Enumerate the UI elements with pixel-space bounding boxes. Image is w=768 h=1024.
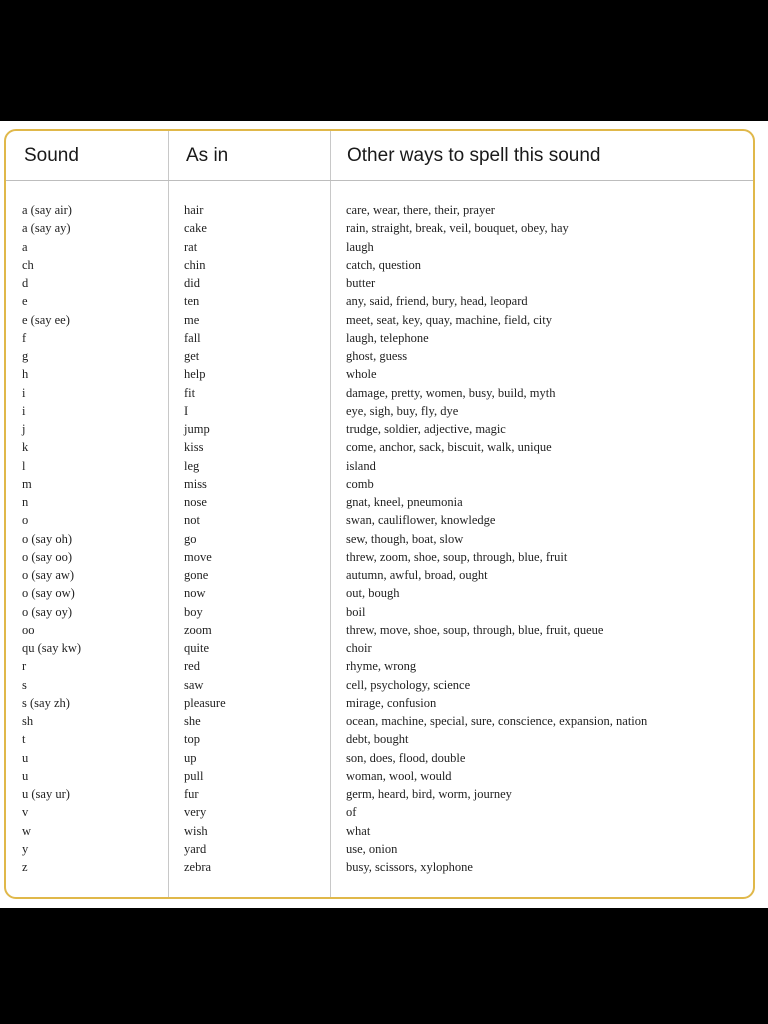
example-word-cell: yard xyxy=(184,841,207,856)
example-word-cell: miss xyxy=(184,476,207,491)
header-other-spellings: Other ways to spell this sound xyxy=(347,145,601,166)
table-header xyxy=(6,131,753,181)
sound-cell: i xyxy=(22,385,26,400)
table-row xyxy=(6,201,753,219)
sound-cell: o (say aw) xyxy=(22,568,75,582)
sound-cell: a (say air) xyxy=(22,203,72,217)
table-row xyxy=(6,785,753,803)
example-word-cell: kiss xyxy=(184,440,204,455)
other-spellings-cell: gnat, kneel, pneumonia xyxy=(346,495,463,509)
sound-cell: m xyxy=(22,476,32,491)
other-spellings-cell: rain, straight, break, veil, bouquet, obey, hay xyxy=(346,221,569,236)
table-row xyxy=(6,621,753,639)
example-word-cell: fur xyxy=(184,787,199,801)
other-spellings-cell: boil xyxy=(346,604,366,619)
other-spellings-cell: island xyxy=(346,458,376,473)
example-word-cell: fit xyxy=(184,385,196,400)
table-row xyxy=(6,256,753,274)
sound-cell: v xyxy=(22,805,29,820)
sound-cell: h xyxy=(22,367,29,382)
table-row xyxy=(6,548,753,566)
example-word-cell: saw xyxy=(184,677,204,692)
example-word-cell: leg xyxy=(184,458,200,473)
sound-cell: t xyxy=(22,732,26,747)
sound-cell: y xyxy=(22,841,29,856)
table-row xyxy=(6,566,753,584)
table-row xyxy=(6,329,753,347)
example-word-cell: pull xyxy=(184,768,204,783)
sound-cell: ch xyxy=(22,257,34,272)
sound-cell: a xyxy=(22,239,28,254)
other-spellings-cell: what xyxy=(346,823,371,838)
header-sound: Sound xyxy=(24,145,79,166)
table-row xyxy=(6,749,753,767)
table-row xyxy=(6,238,753,256)
other-spellings-cell: ghost, guess xyxy=(346,349,408,363)
example-word-cell: now xyxy=(184,586,206,601)
document-page xyxy=(0,121,768,908)
sound-cell: s xyxy=(22,677,27,692)
table-row xyxy=(6,511,753,529)
sound-cell: u xyxy=(22,768,29,783)
example-word-cell: get xyxy=(184,349,200,363)
example-word-cell: help xyxy=(184,367,206,382)
sound-cell: e (say ee) xyxy=(22,312,70,327)
sound-cell: o (say ow) xyxy=(22,586,75,601)
example-word-cell: ten xyxy=(184,294,200,309)
other-spellings-cell: swan, cauliflower, knowledge xyxy=(346,513,496,528)
example-word-cell: red xyxy=(184,659,200,674)
other-spellings-cell: comb xyxy=(346,476,374,491)
other-spellings-cell: germ, heard, bird, worm, journey xyxy=(346,787,512,801)
example-word-cell: zebra xyxy=(184,860,212,874)
example-word-cell: wish xyxy=(184,823,208,838)
sound-cell: qu (say kw) xyxy=(22,641,82,655)
example-word-cell: boy xyxy=(184,604,203,619)
sound-cell: o (say oo) xyxy=(22,549,72,564)
sound-cell: o (say oy) xyxy=(22,604,72,619)
other-spellings-cell: choir xyxy=(346,641,372,655)
sound-cell: sh xyxy=(22,714,34,728)
table-row xyxy=(6,657,753,675)
table-row xyxy=(6,311,753,329)
table-row xyxy=(6,676,753,694)
other-spellings-cell: autumn, awful, broad, ought xyxy=(346,568,488,582)
sound-cell: g xyxy=(22,349,29,363)
other-spellings-cell: laugh, telephone xyxy=(346,330,429,345)
example-word-cell: jump xyxy=(184,422,210,436)
other-spellings-cell: butter xyxy=(346,276,376,290)
table-row xyxy=(6,840,753,858)
example-word-cell: up xyxy=(184,750,197,765)
other-spellings-cell: laugh xyxy=(346,239,374,254)
table-row xyxy=(6,603,753,621)
other-spellings-cell: use, onion xyxy=(346,841,398,856)
header-as-in: As in xyxy=(186,145,229,166)
example-word-cell: gone xyxy=(184,568,209,582)
other-spellings-cell: eye, sigh, buy, fly, dye xyxy=(346,403,459,418)
table-body xyxy=(6,201,753,876)
table-row xyxy=(6,219,753,237)
table-row xyxy=(6,457,753,475)
other-spellings-cell: catch, question xyxy=(346,257,421,272)
other-spellings-cell: whole xyxy=(346,367,377,382)
sound-cell: w xyxy=(22,823,32,838)
table-row xyxy=(6,858,753,876)
table-row xyxy=(6,530,753,548)
table-row xyxy=(6,767,753,785)
example-word-cell: top xyxy=(184,732,200,747)
example-word-cell: zoom xyxy=(184,622,212,637)
table-row xyxy=(6,822,753,840)
table-row xyxy=(6,365,753,383)
table-row xyxy=(6,420,753,438)
other-spellings-cell: ocean, machine, special, sure, conscience, expansion, nation xyxy=(346,714,648,728)
table-row xyxy=(6,803,753,821)
other-spellings-cell: trudge, soldier, adjective, magic xyxy=(346,422,506,436)
other-spellings-cell: of xyxy=(346,805,357,820)
example-word-cell: did xyxy=(184,276,200,290)
sound-cell: z xyxy=(22,860,28,874)
other-spellings-cell: son, does, flood, double xyxy=(346,750,466,765)
example-word-cell: chin xyxy=(184,257,206,272)
table-row xyxy=(6,694,753,712)
sound-cell: oo xyxy=(22,622,35,637)
table-row xyxy=(6,730,753,748)
sound-cell: k xyxy=(22,440,29,455)
sound-cell: f xyxy=(22,330,27,345)
other-spellings-cell: woman, wool, would xyxy=(346,768,452,783)
example-word-cell: cake xyxy=(184,221,207,236)
table-row xyxy=(6,584,753,602)
sound-cell: u xyxy=(22,750,29,765)
other-spellings-cell: rhyme, wrong xyxy=(346,659,417,674)
example-word-cell: quite xyxy=(184,641,209,655)
table-row xyxy=(6,639,753,657)
other-spellings-cell: mirage, confusion xyxy=(346,695,437,710)
other-spellings-cell: threw, move, shoe, soup, through, blue, fruit, queue xyxy=(346,622,604,637)
table-row xyxy=(6,475,753,493)
sound-cell: r xyxy=(22,659,27,674)
other-spellings-cell: debt, bought xyxy=(346,732,409,747)
sound-cell: i xyxy=(22,403,26,418)
other-spellings-cell: busy, scissors, xylophone xyxy=(346,860,473,874)
other-spellings-cell: meet, seat, key, quay, machine, field, city xyxy=(346,312,552,327)
other-spellings-cell: sew, though, boat, slow xyxy=(346,531,464,546)
sound-cell: n xyxy=(22,495,29,509)
other-spellings-cell: care, wear, there, their, prayer xyxy=(346,203,495,217)
example-word-cell: move xyxy=(184,549,212,564)
table-row xyxy=(6,712,753,730)
example-word-cell: nose xyxy=(184,495,207,509)
example-word-cell: I xyxy=(184,403,189,418)
table-row xyxy=(6,292,753,310)
sound-cell: s (say zh) xyxy=(22,695,70,710)
example-word-cell: go xyxy=(184,531,197,546)
sound-cell: o (say oh) xyxy=(22,531,72,546)
example-word-cell: very xyxy=(184,805,207,820)
table-row xyxy=(6,384,753,402)
example-word-cell: fall xyxy=(184,330,201,345)
other-spellings-cell: cell, psychology, science xyxy=(346,677,471,692)
example-word-cell: she xyxy=(184,714,201,728)
table-row xyxy=(6,438,753,456)
other-spellings-cell: out, bough xyxy=(346,586,400,601)
sound-cell: l xyxy=(22,458,26,473)
example-word-cell: hair xyxy=(184,203,204,217)
table-row xyxy=(6,274,753,292)
other-spellings-cell: damage, pretty, women, busy, build, myth xyxy=(346,385,556,400)
sound-cell: d xyxy=(22,276,29,290)
table-row xyxy=(6,347,753,365)
other-spellings-cell: threw, zoom, shoe, soup, through, blue, fruit xyxy=(346,549,568,564)
example-word-cell: rat xyxy=(184,239,198,254)
sound-cell: j xyxy=(22,422,26,436)
other-spellings-cell: any, said, friend, bury, head, leopard xyxy=(346,294,528,309)
sound-cell: a (say ay) xyxy=(22,221,71,236)
example-word-cell: not xyxy=(184,513,200,528)
example-word-cell: pleasure xyxy=(184,695,226,710)
table-row xyxy=(6,493,753,511)
other-spellings-cell: come, anchor, sack, biscuit, walk, unique xyxy=(346,440,552,455)
sound-cell: e xyxy=(22,294,28,309)
sound-cell: u (say ur) xyxy=(22,787,70,801)
spelling-table xyxy=(4,129,755,899)
table-row xyxy=(6,402,753,420)
example-word-cell: me xyxy=(184,312,200,327)
sound-cell: o xyxy=(22,513,29,528)
